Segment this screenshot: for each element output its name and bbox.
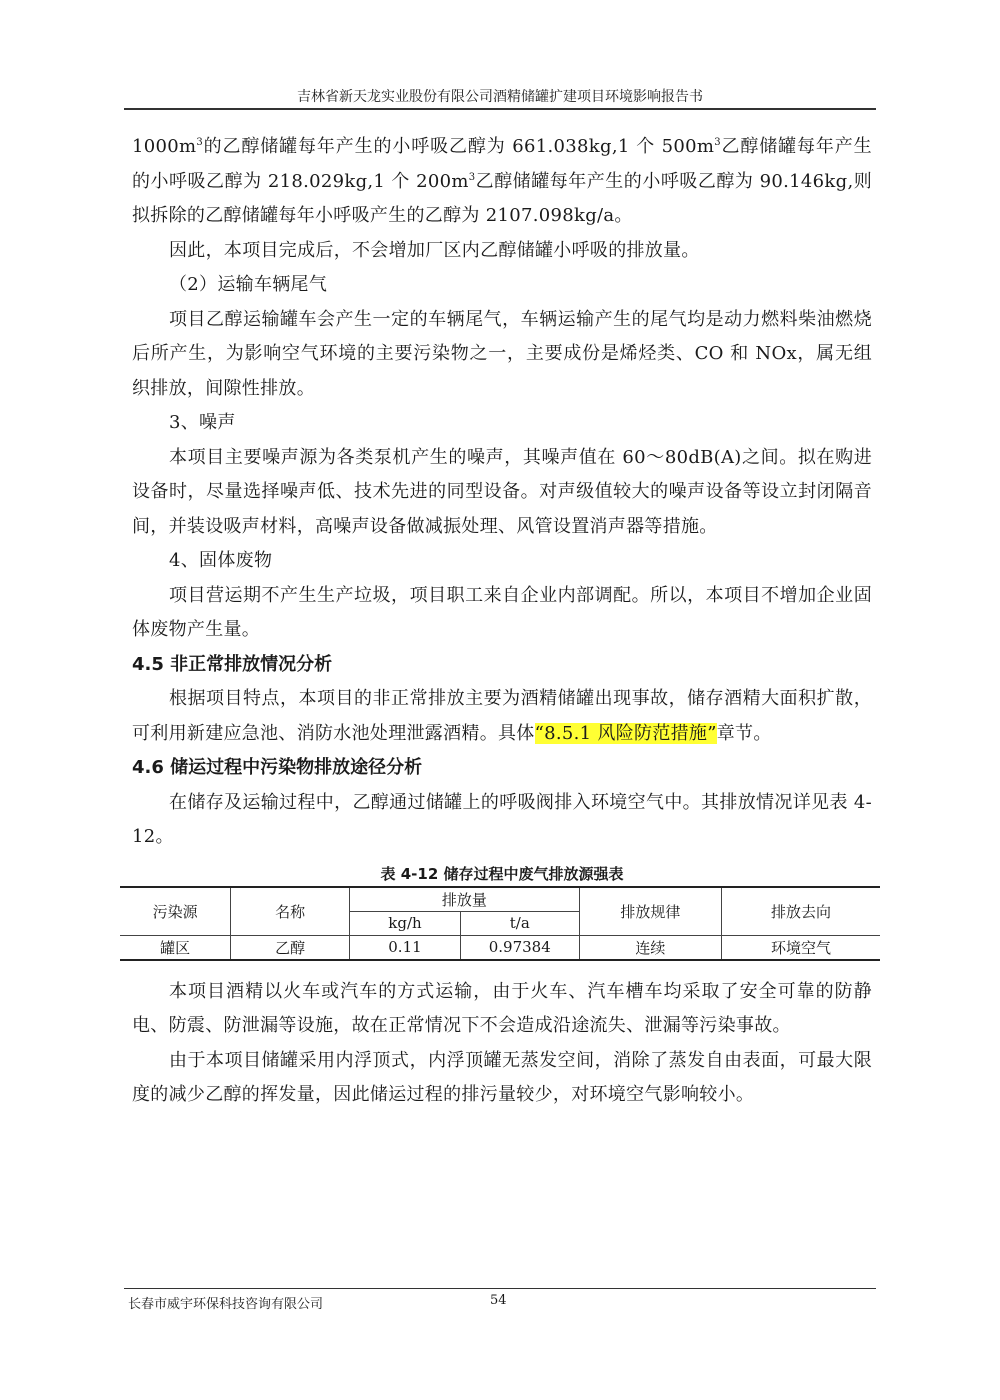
section-heading-4-6: 4.6 储运过程中污染物排放途径分析 xyxy=(132,757,423,778)
text-run: 1000m xyxy=(132,136,197,157)
text-run: 章节。 xyxy=(716,722,772,744)
header-cell-name: 名称 xyxy=(231,887,350,936)
footer-rule xyxy=(124,1288,876,1289)
header-rule xyxy=(124,108,876,110)
paragraph-small-breathing-result xyxy=(132,130,872,234)
paragraph-conclusion: 因此，本项目完成后，不会增加厂区内乙醇储罐小呼吸的排放量。 xyxy=(169,239,700,261)
subheading-solid-waste: 4、固体废物 xyxy=(169,550,273,571)
table-caption: 表 4-12 储存过程中废气排放源强表 xyxy=(380,864,624,883)
text-run: 的乙醇储罐每年产生的小呼吸乙醇为 661.038kg,1 个 500m xyxy=(203,136,715,157)
page-number: 54 xyxy=(490,1293,507,1308)
running-header-title: 吉林省新天龙实业股份有限公司酒精储罐扩建项目环境影响报告书 xyxy=(297,89,703,105)
paragraph-transport-safety: 本项目酒精以火车或汽车的方式运输，由于火车、汽车槽车均采取了安全可靠的防静电、防震、防泄漏等设施，故在正常情况下不会造成沿途流失、泄漏等污染事故。 xyxy=(132,980,872,1036)
section-heading-4-5: 4.5 非正常排放情况分析 xyxy=(132,653,333,675)
table-row xyxy=(120,935,880,960)
emission-table xyxy=(120,886,880,961)
text-run: 乙醇储罐每年产生的小呼吸乙醇为 218.029kg,1 个 200m xyxy=(132,136,872,192)
header-cell-destination: 排放去向 xyxy=(722,887,880,936)
table-header-row xyxy=(120,887,880,912)
cell-source: 罐区 xyxy=(120,935,231,960)
header-cell-kgh: kg/h xyxy=(350,911,461,935)
paragraph-vehicle-exhaust: 项目乙醇运输罐车会产生一定的车辆尾气，车辆运输产生的尾气均是动力燃料柴油燃烧后所产生，为影响空气环境的主要污染物之一，主要成份是烯烃类、CO 和 NOx，属无组织排放，间隙性排放。 xyxy=(132,308,872,399)
paragraph-noise: 本项目主要噪声源为各类泵机产生的噪声，其噪声值在 60～80dB(A)之间。拟在购进设备时，尽量选择噪声低、技术先进的同型设备。对声级值较大的噪声设备等设立封闭隔音间，并装设吸声材料，高噪声设备做减振处理、风管设置消声器等措施。 xyxy=(132,446,872,537)
highlighted-reference: “8.5.1 风险防范措施” xyxy=(534,722,717,744)
subheading-noise: 3、噪声 xyxy=(169,412,236,433)
superscript: 3 xyxy=(196,137,204,148)
header-cell-pattern: 排放规律 xyxy=(579,887,722,936)
cell-pattern: 连续 xyxy=(579,935,722,960)
header-cell-emission: 排放量 xyxy=(350,887,580,912)
cell-destination: 环境空气 xyxy=(722,935,880,960)
page-body xyxy=(132,130,872,1113)
superscript: 3 xyxy=(468,171,476,183)
paragraph-storage-transport: 在储存及运输过程中，乙醇通过储罐上的呼吸阀排入环境空气中。其排放情况详见表 4-12。 xyxy=(132,791,872,847)
text-run: 乙醇储罐每年产生的小呼吸乙醇为 90.146kg,则拟拆除的乙醇储罐每年小呼吸产生的乙醇为 2107.098kg/a。 xyxy=(132,170,872,226)
header-cell-source: 污染源 xyxy=(120,887,231,936)
footer-company: 长春市威宇环保科技咨询有限公司 xyxy=(128,1297,324,1312)
header-cell-ta: t/a xyxy=(460,911,579,935)
paragraph-floating-roof: 由于本项目储罐采用内浮顶式，内浮顶罐无蒸发空间，消除了蒸发自由表面，可最大限度的减少乙醇的挥发量，因此储运过程的排污量较少，对环境空气影响较小。 xyxy=(132,1049,872,1105)
cell-name: 乙醇 xyxy=(231,935,350,960)
subheading-vehicle-exhaust: （2）运输车辆尾气 xyxy=(169,274,328,295)
superscript: 3 xyxy=(714,137,721,148)
cell-ta: 0.97384 xyxy=(460,935,579,960)
paragraph-abnormal-emission xyxy=(132,682,872,751)
cell-kgh: 0.11 xyxy=(350,935,461,960)
paragraph-solid-waste: 项目营运期不产生生产垃圾，项目职工来自企业内部调配。所以，本项目不增加企业固体废物产生量。 xyxy=(132,584,872,640)
text-run: 根据项目特点，本项目的非正常排放主要为酒精储罐出现事故，储存酒精大面积扩散，可利用新建应急池、消防水池处理泄露酒精。具体 xyxy=(132,688,872,744)
